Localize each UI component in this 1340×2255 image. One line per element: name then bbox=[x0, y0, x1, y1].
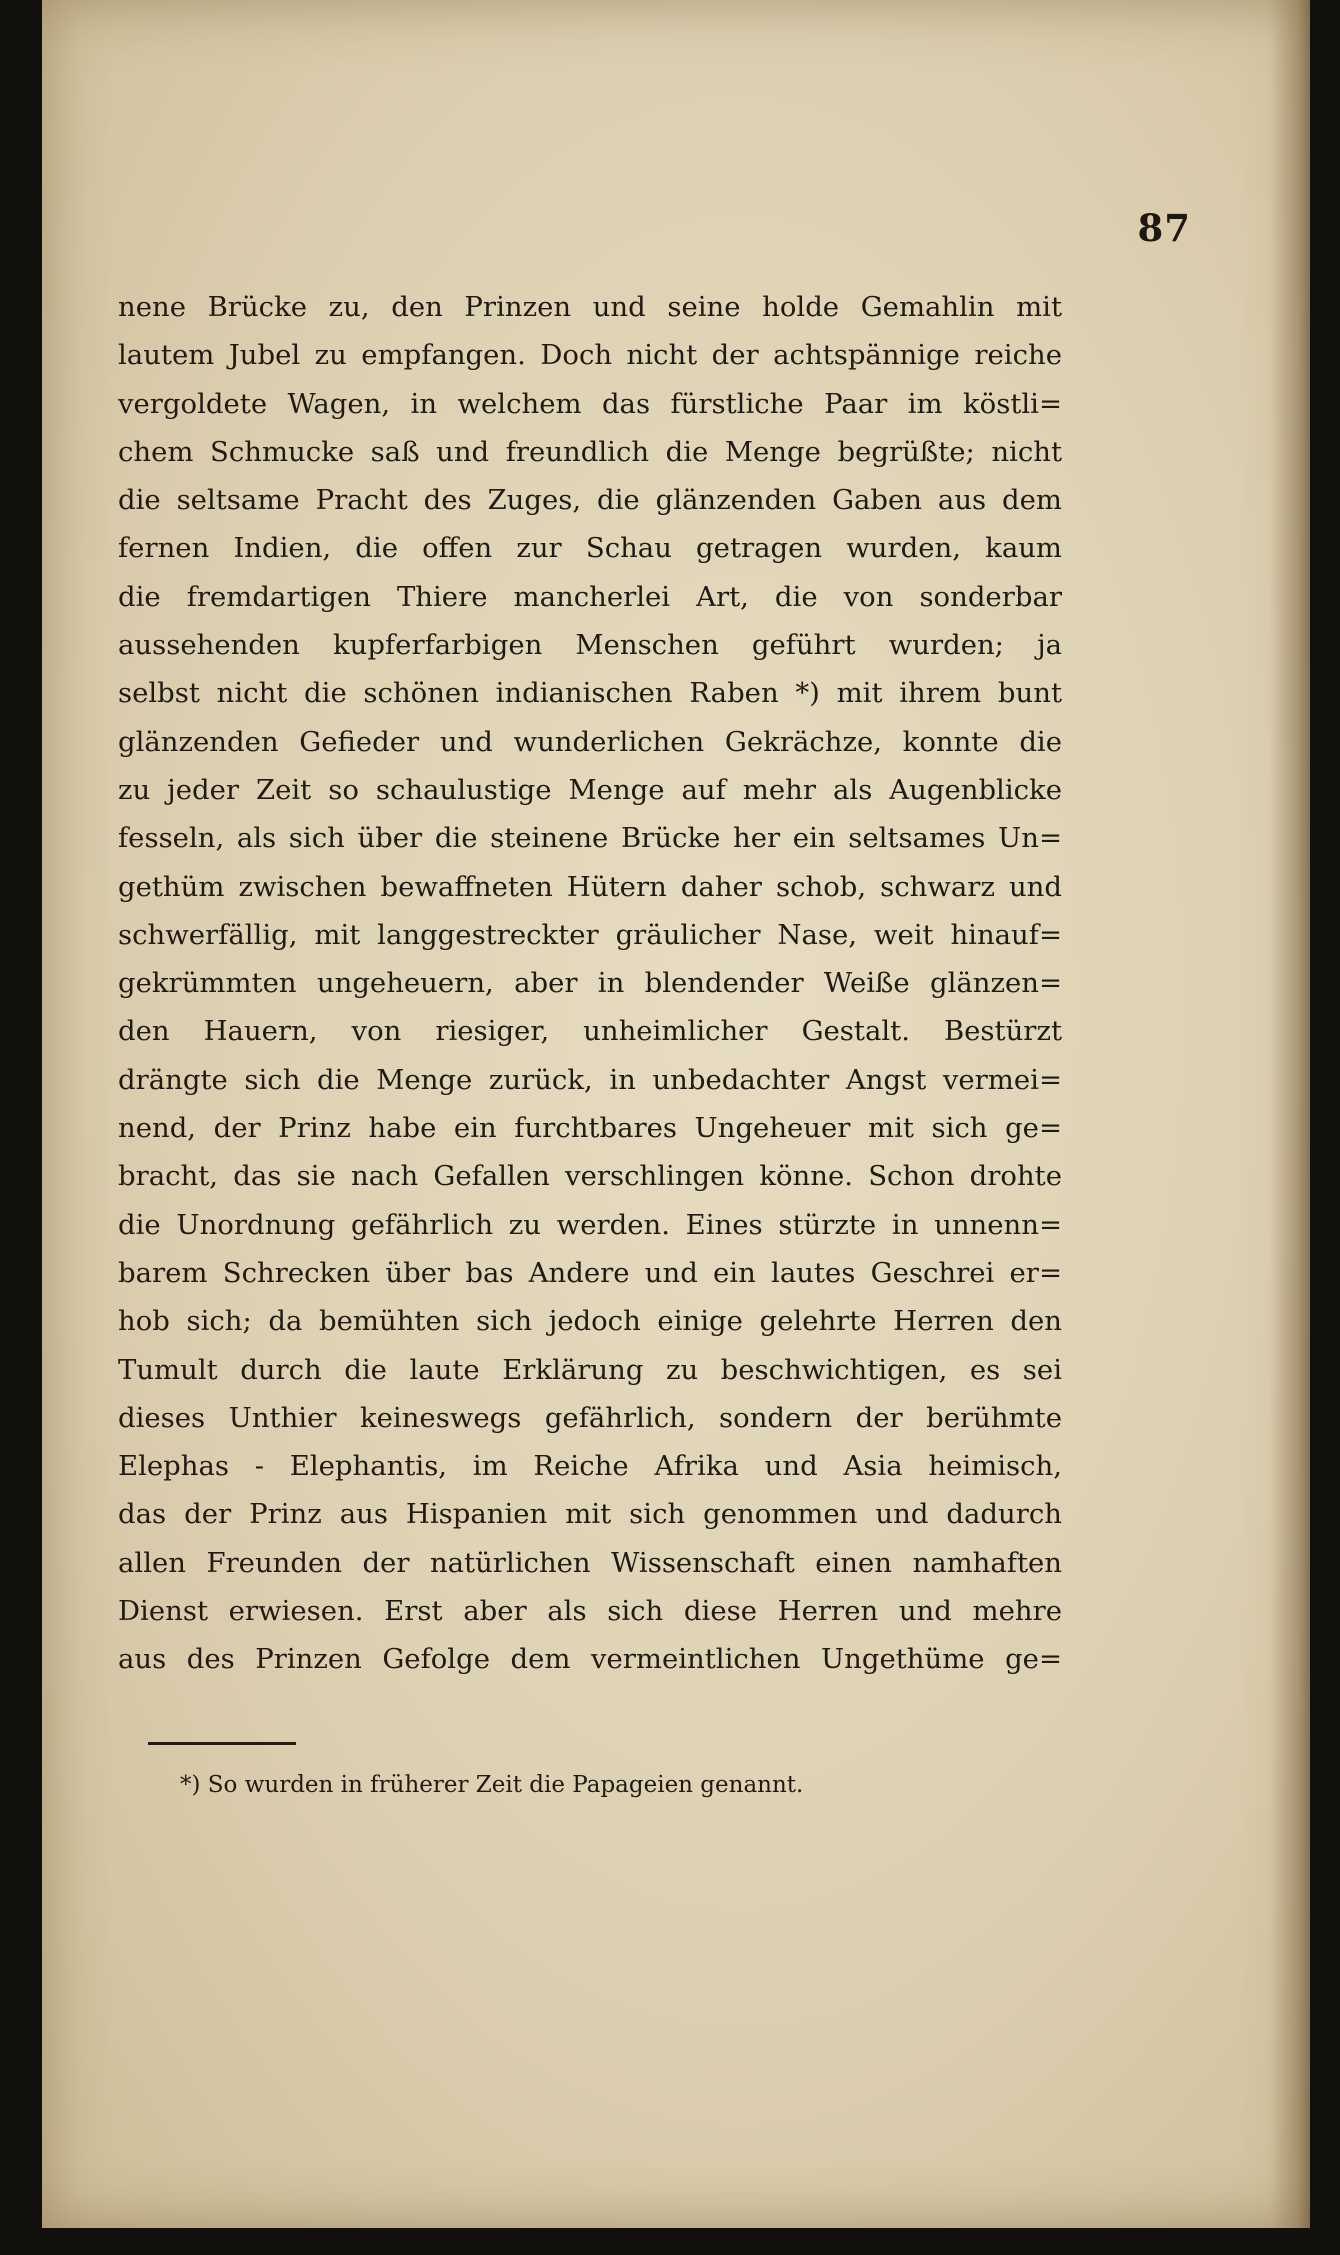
text-line: lautem Jubel zu empfangen. Doch nicht der achtspännige reiche bbox=[118, 339, 1062, 372]
text-line: selbst nicht die schönen indianischen Raben *) mit ihrem bunt bbox=[118, 677, 1062, 710]
text-line: vergoldete Wagen, in welchem das fürstliche Paar im köstli= bbox=[118, 387, 1062, 420]
page-number: 87 bbox=[1137, 206, 1191, 250]
text-line: Tumult durch die laute Erklärung zu beschwichtigen, es sei bbox=[118, 1353, 1062, 1386]
text-line: aus des Prinzen Gefolge dem vermeintlichen Ungethüme ge= bbox=[118, 1643, 1062, 1676]
text-line: fernen Indien, die offen zur Schau getragen wurden, kaum bbox=[118, 532, 1062, 565]
text-line: Dienst erwiesen. Erst aber als sich diese Herren und mehre bbox=[118, 1595, 1062, 1628]
text-line: glänzenden Gefieder und wunderlichen Gekrächze, konnte die bbox=[118, 725, 1062, 758]
text-line: zu jeder Zeit so schaulustige Menge auf mehr als Augenblicke bbox=[118, 773, 1062, 806]
footnote: *) So wurden in früherer Zeit die Papageien genannt. bbox=[180, 1772, 804, 1798]
text-line: gekrümmten ungeheuern, aber in blendender Weiße glänzen= bbox=[118, 967, 1062, 1000]
text-line: die Unordnung gefährlich zu werden. Eines stürzte in unnenn= bbox=[118, 1208, 1062, 1241]
text-line: fesseln, als sich über die steinene Brücke her ein seltsames Un= bbox=[118, 822, 1062, 855]
text-line: aussehenden kupferfarbigen Menschen geführt wurden; ja bbox=[118, 629, 1062, 662]
text-line: bracht, das sie nach Gefallen verschlingen könne. Schon drohte bbox=[118, 1160, 1062, 1193]
text-line: die fremdartigen Thiere mancherlei Art, die von sonderbar bbox=[118, 580, 1062, 613]
body-text bbox=[118, 283, 1062, 1684]
text-line: nene Brücke zu, den Prinzen und seine holde Gemahlin mit bbox=[118, 291, 1062, 323]
text-line: drängte sich die Menge zurück, in unbedachter Angst vermei= bbox=[118, 1063, 1062, 1096]
page-edge-shadow bbox=[1270, 0, 1310, 2228]
text-line: Elephas - Elephantis, im Reiche Afrika und Asia heimisch, bbox=[118, 1450, 1062, 1483]
text-line: allen Freunden der natürlichen Wissenschaft einen namhaften bbox=[118, 1546, 1062, 1579]
text-line: den Hauern, von riesiger, unheimlicher Gestalt. Bestürzt bbox=[118, 1015, 1062, 1048]
text-line: schwerfällig, mit langgestreckter gräulicher Nase, weit hinauf= bbox=[118, 918, 1062, 951]
text-line: die seltsame Pracht des Zuges, die glänzenden Gaben aus dem bbox=[118, 484, 1062, 517]
text-line: nend, der Prinz habe ein furchtbares Ungeheuer mit sich ge= bbox=[118, 1112, 1062, 1145]
text-line: barem Schrecken über bas Andere und ein lautes Geschrei er= bbox=[118, 1256, 1062, 1289]
text-line: gethüm zwischen bewaffneten Hütern daher schob, schwarz und bbox=[118, 870, 1062, 903]
text-line: hob sich; da bemühten sich jedoch einige gelehrte Herren den bbox=[118, 1305, 1062, 1338]
footnote-divider bbox=[148, 1742, 296, 1745]
text-line: dieses Unthier keineswegs gefährlich, sondern der berühmte bbox=[118, 1401, 1062, 1434]
text-line: das der Prinz aus Hispanien mit sich genommen und dadurch bbox=[118, 1498, 1062, 1531]
text-line: chem Schmucke saß und freundlich die Menge begrüßte; nicht bbox=[118, 435, 1062, 468]
